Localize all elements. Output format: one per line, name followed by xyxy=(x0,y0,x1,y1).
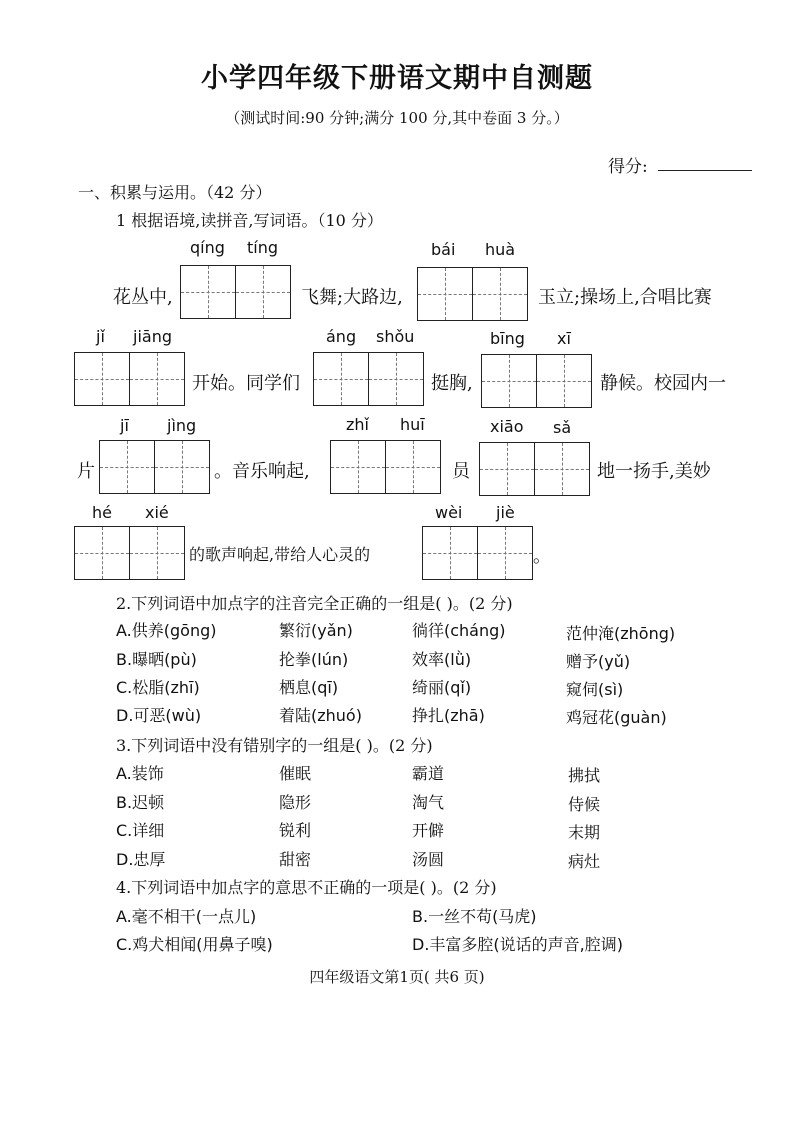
passage-text: 花丛中, xyxy=(113,287,173,308)
option-c-1: C.松脂(zhī) xyxy=(116,678,200,697)
answer-box[interactable] xyxy=(330,440,441,494)
passage-text: 员 xyxy=(452,461,470,482)
question-3-prompt: 3.下列词语中没有错别字的一组是( )。(2 分) xyxy=(116,736,433,755)
pinyin: tíng xyxy=(247,238,279,257)
pinyin: xié xyxy=(145,503,169,522)
answer-box[interactable] xyxy=(417,267,528,321)
q3-option: 甜密 xyxy=(279,850,312,869)
q3-option: 病灶 xyxy=(568,852,601,871)
answer-box[interactable] xyxy=(422,526,533,580)
passage-text: 玉立;操场上,合唱比赛 xyxy=(538,287,712,308)
option-d-2: 着陆(zhuó) xyxy=(279,706,362,725)
passage-text: 地一扬手,美妙 xyxy=(597,461,711,482)
passage-text: 的歌声响起,带给人心灵的 xyxy=(189,545,371,564)
answer-box[interactable] xyxy=(313,352,424,406)
pinyin: jǐ xyxy=(96,327,105,346)
score-label: 得分: xyxy=(608,157,648,177)
pinyin: sǎ xyxy=(553,418,572,437)
option-d-1: D.可恶(wù) xyxy=(116,706,202,725)
passage-text: 片 xyxy=(77,461,95,482)
question-1-prompt: 1 根据语境,读拼音,写词语。（10 分） xyxy=(116,211,383,230)
q3-option: A.装饰 xyxy=(116,764,164,783)
q3-option: 隐形 xyxy=(279,793,312,812)
page-footer: 四年级语文第1页( 共6 页) xyxy=(309,968,485,986)
passage-text: 飞舞;大路边, xyxy=(301,287,403,308)
option-b-4: 赠予(yǔ) xyxy=(566,652,631,671)
pinyin: jiè xyxy=(496,503,515,522)
option-b-3: 效率(lǜ) xyxy=(412,650,472,669)
q3-option: 锐利 xyxy=(279,821,312,840)
option-c-4: 窥伺(sì) xyxy=(566,680,624,699)
option-b-1: B.曝晒(pù) xyxy=(116,650,197,669)
pinyin: bīng xyxy=(490,329,525,348)
pinyin: huī xyxy=(400,415,425,434)
pinyin: xiāo xyxy=(490,417,524,436)
pinyin: áng xyxy=(326,327,357,346)
pinyin: xī xyxy=(557,329,571,348)
answer-box[interactable] xyxy=(479,442,590,496)
q3-option: 淘气 xyxy=(412,793,445,812)
pinyin: qíng xyxy=(190,238,225,257)
pinyin: huà xyxy=(485,240,516,259)
q3-option: B.迟顿 xyxy=(116,793,165,812)
q3-option: 开僻 xyxy=(412,821,445,840)
option-b-2: 抡拳(lún) xyxy=(279,650,349,669)
option-a-2: 繁衍(yǎn) xyxy=(279,621,353,640)
q3-option: 催眠 xyxy=(279,764,312,783)
pinyin: jī xyxy=(120,416,129,435)
option-d-4: 鸡冠花(guàn) xyxy=(566,708,667,727)
passage-text: 开始。同学们 xyxy=(192,373,300,394)
option-a-1: A.供养(gōng) xyxy=(116,621,217,640)
answer-box[interactable] xyxy=(481,354,592,408)
section-heading: 一、积累与运用。（42 分） xyxy=(78,183,272,202)
q4-option-b: B.一丝不苟(马虎) xyxy=(412,907,537,926)
pinyin: zhǐ xyxy=(346,415,369,434)
answer-box[interactable] xyxy=(74,352,185,406)
option-a-4: 范仲淹(zhōng) xyxy=(566,624,676,643)
passage-text: 。音乐响起, xyxy=(214,461,310,482)
passage-text: 挺胸, xyxy=(431,373,473,394)
q3-option: 拂拭 xyxy=(568,766,601,785)
pinyin: shǒu xyxy=(376,327,415,346)
q4-option-a: A.毫不相干(一点儿) xyxy=(116,907,257,926)
answer-box[interactable] xyxy=(180,265,291,319)
question-2-prompt: 2.下列词语中加点字的注音完全正确的一组是( )。(2 分) xyxy=(116,594,513,613)
option-c-3: 绮丽(qǐ) xyxy=(412,678,472,697)
pinyin: wèi xyxy=(435,503,463,522)
score-blank[interactable] xyxy=(658,170,752,171)
q3-option: C.详细 xyxy=(116,821,165,840)
pinyin: bái xyxy=(431,240,456,259)
passage-text: 静候。校园内一 xyxy=(600,373,726,394)
q3-option: 汤圆 xyxy=(412,850,445,869)
q4-option-d: D.丰富多腔(说话的声音,腔调) xyxy=(412,935,623,954)
passage-text: 。 xyxy=(533,546,551,567)
pinyin: hé xyxy=(92,503,112,522)
q3-option: 末期 xyxy=(568,823,601,842)
pinyin: jiāng xyxy=(133,327,172,346)
option-a-3: 徜徉(cháng) xyxy=(412,621,506,640)
question-4-prompt: 4.下列词语中加点字的意思不正确的一项是( )。(2 分) xyxy=(116,878,497,897)
option-d-3: 挣扎(zhā) xyxy=(412,706,485,725)
answer-box[interactable] xyxy=(74,526,185,580)
pinyin: jìng xyxy=(167,416,197,435)
page-title: 小学四年级下册语文期中自测题 xyxy=(201,63,593,94)
q3-option: D.忠厚 xyxy=(116,850,166,869)
q3-option: 侍候 xyxy=(568,795,601,814)
answer-box[interactable] xyxy=(99,440,210,494)
exam-info: （测试时间:90 分钟;满分 100 分,其中卷面 3 分。） xyxy=(225,109,569,127)
q3-option: 霸道 xyxy=(412,764,445,783)
option-c-2: 栖息(qī) xyxy=(279,678,339,697)
q4-option-c: C.鸡犬相闻(用鼻子嗅) xyxy=(116,935,273,954)
